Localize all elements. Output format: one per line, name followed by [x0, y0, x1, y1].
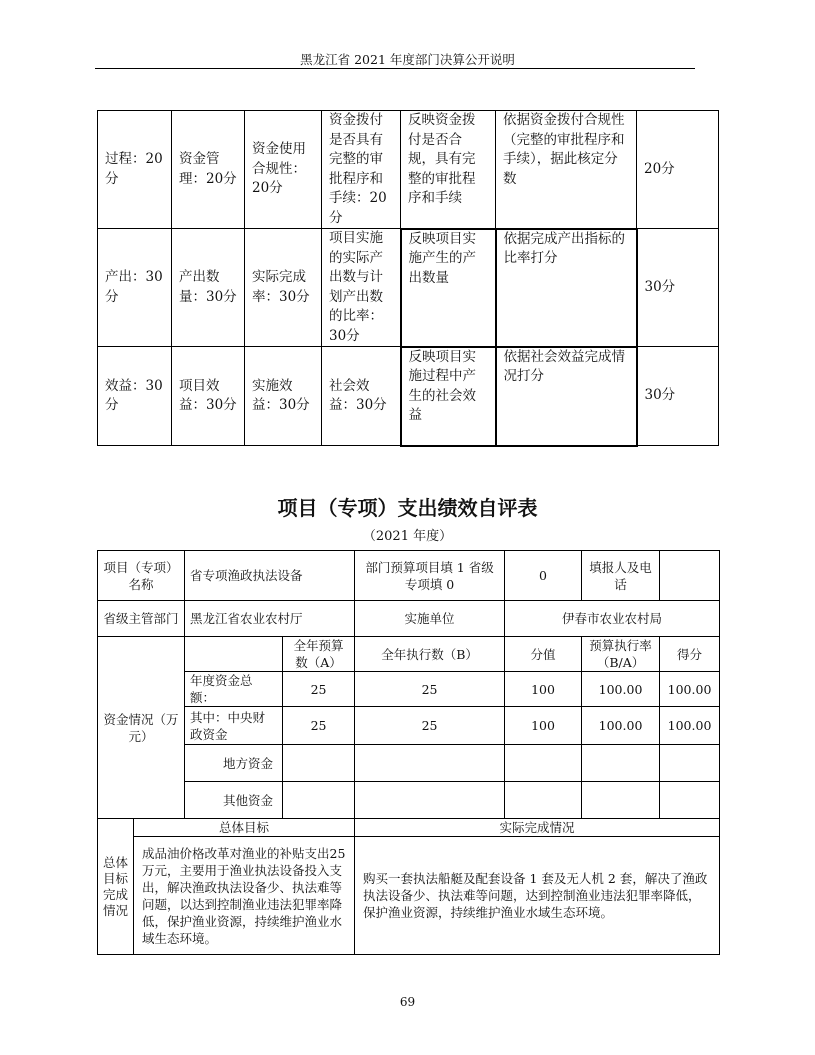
fund-cell: 25 — [283, 707, 355, 745]
table-row — [98, 229, 719, 347]
fund-cell — [660, 745, 720, 782]
fund-cell — [505, 745, 582, 782]
col-header: 全年预算数（A） — [283, 637, 355, 672]
supervisor-value: 黑龙江省农业农村厅 — [185, 601, 355, 637]
fund-cell — [660, 782, 720, 819]
table-row — [98, 111, 719, 229]
table-row — [98, 837, 720, 955]
col-header: 得分 — [660, 637, 720, 672]
fund-cell: 100.00 — [660, 707, 720, 745]
fund-row-label: 年度资金总额： — [185, 672, 283, 707]
fund-row-label: 其他资金 — [185, 782, 283, 819]
fund-cell: 100.00 — [582, 672, 660, 707]
impl-unit-value: 伊春市农业农村局 — [505, 601, 720, 637]
indicator-explanation: 反映资金拨付是否合规，具有完整的审批程序和手续 — [401, 111, 496, 229]
funds-label: 资金情况（万元） — [98, 637, 185, 819]
fund-row-label: 地方资金 — [185, 745, 283, 782]
form-title: 项目（专项）支出绩效自评表 — [277, 496, 538, 520]
level3-indicator: 实施效益：30分 — [245, 347, 322, 446]
table-row — [98, 672, 720, 707]
goal-header: 总体目标 — [134, 819, 355, 837]
table-row — [98, 637, 720, 672]
level3-indicator: 实际完成率：30分 — [245, 229, 322, 347]
table-row — [98, 601, 720, 637]
actual-text: 购买一套执法船艇及配套设备 1 套及无人机 2 套，解决了渔政执法设备少、执法难等问题，达到控制渔业违法犯罪率降低，保护渔业资源，持续维护渔业水域生态环境。 — [355, 837, 720, 955]
fund-cell: 100 — [505, 672, 582, 707]
supervisor-label: 省级主管部门 — [98, 601, 185, 637]
score: 30分 — [637, 229, 719, 347]
page-number: 69 — [399, 995, 416, 1009]
fund-cell: 100 — [505, 707, 582, 745]
level2-indicator: 资金管理：20分 — [172, 111, 245, 229]
fund-cell — [355, 782, 505, 819]
fund-cell — [355, 745, 505, 782]
blank-cell — [185, 637, 283, 672]
impl-unit-label: 实施单位 — [355, 601, 505, 637]
scoring-standard: 依据社会效益完成情况打分 — [496, 347, 637, 446]
fund-cell: 100.00 — [582, 707, 660, 745]
col-header: 全年执行数（B） — [355, 637, 505, 672]
fund-cell — [283, 745, 355, 782]
reporter-value — [660, 551, 720, 601]
actual-header: 实际完成情况 — [355, 819, 720, 837]
fund-cell — [582, 745, 660, 782]
fund-cell: 25 — [355, 672, 505, 707]
reporter-label: 填报人及电话 — [582, 551, 660, 601]
level1-indicator: 过程：20分 — [98, 111, 172, 229]
goal-text: 成品油价格改革对渔业的补贴支出25万元，主要用于渔业执法设备投入支出，解决渔政执法设备少、执法难等问题，以达到控制渔业违法犯罪率降低，保护渔业资源，持续维护渔业水域生态环境。 — [134, 837, 355, 955]
scoring-standard: 依据资金拨付合规性（完整的审批程序和手续），据此核定分数 — [496, 111, 637, 229]
indicator-explanation: 反映项目实施过程中产生的社会效益 — [401, 347, 496, 446]
page-header: 黑龙江省 2021 年度部门决算公开说明 — [300, 52, 515, 67]
table-row — [98, 347, 719, 446]
col-header: 分值 — [505, 637, 582, 672]
fund-cell: 25 — [283, 672, 355, 707]
indicator-table — [97, 110, 719, 447]
fund-cell — [283, 782, 355, 819]
score: 20分 — [637, 111, 719, 229]
level3-indicator: 资金使用合规性：20分 — [245, 111, 322, 229]
level1-indicator: 产出：30分 — [98, 229, 172, 347]
table-row — [98, 745, 720, 782]
fund-cell: 25 — [355, 707, 505, 745]
col-header: 预算执行率（B/A） — [582, 637, 660, 672]
goal-section-label: 总体目标完成情况 — [98, 819, 134, 955]
table-row — [98, 707, 720, 745]
level2-indicator: 项目效益：30分 — [172, 347, 245, 446]
fund-row-label: 其中：中央财政资金 — [185, 707, 283, 745]
indicator-content: 资金拨付是否具有完整的审批程序和手续：20分 — [322, 111, 401, 229]
header-rule — [95, 68, 695, 69]
fund-cell — [505, 782, 582, 819]
indicator-content: 社会效益：30分 — [322, 347, 401, 446]
self-evaluation-table — [97, 550, 720, 955]
fund-cell — [582, 782, 660, 819]
project-name-value: 省专项渔政执法设备 — [185, 551, 355, 601]
level2-indicator: 产出数量：30分 — [172, 229, 245, 347]
dept-budget-note: 部门预算项目填 1 省级专项填 0 — [355, 551, 505, 601]
level1-indicator: 效益：30分 — [98, 347, 172, 446]
table-row — [98, 819, 720, 837]
indicator-content: 项目实施的实际产出数与计划产出数的比率：30分 — [322, 229, 401, 347]
fund-cell: 100.00 — [660, 672, 720, 707]
score: 30分 — [637, 347, 719, 446]
scoring-standard: 依据完成产出指标的比率打分 — [496, 229, 637, 347]
project-name-label: 项目（专项）名称 — [98, 551, 185, 601]
indicator-explanation: 反映项目实施产生的产出数量 — [401, 229, 496, 347]
form-subtitle: （2021 年度） — [362, 529, 453, 544]
dept-budget-value: 0 — [505, 551, 582, 601]
table-row — [98, 551, 720, 601]
table-row — [98, 782, 720, 819]
